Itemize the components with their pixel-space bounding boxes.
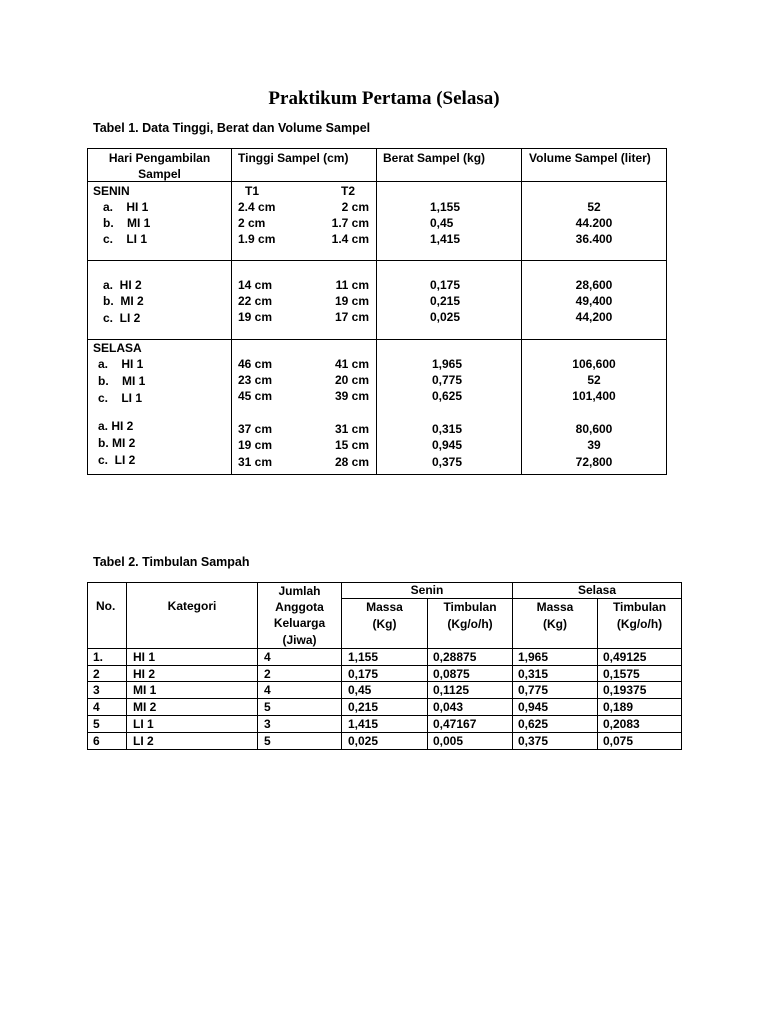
table1-day-label: SELASA [93, 341, 142, 355]
table1-weight-value: 0,775 [432, 373, 463, 387]
table1-sample-label: b. MI 1 [98, 374, 146, 388]
table1-t1-value: 45 cm [238, 389, 273, 403]
table2-cell-senin-timbulan: 0,005 [433, 734, 464, 748]
table1-sample-label: c. LI 2 [98, 453, 136, 467]
table2-row-divider [87, 698, 682, 699]
table2-cell-no: 5 [93, 717, 100, 731]
table2-header-kategori: Kategori [167, 599, 217, 613]
table2-cell-kategori: MI 2 [133, 700, 157, 714]
table1-volume-value: 44.200 [575, 216, 613, 230]
table2-cell-selasa-massa: 0,315 [518, 667, 549, 681]
table1-weight-value: 0,45 [430, 216, 454, 230]
table1-col-divider [231, 148, 232, 475]
table2-cell-senin-timbulan: 0,28875 [433, 650, 477, 664]
table1-t1-value: 2.4 cm [238, 200, 276, 214]
table2-cell-jumlah: 5 [264, 700, 271, 714]
table2-cell-selasa-timbulan: 0,189 [603, 700, 634, 714]
table2-cell-senin-massa: 1,155 [348, 650, 379, 664]
table2-cell-senin-timbulan: 0,1125 [433, 683, 470, 697]
table2-cell-selasa-massa: 0,625 [518, 717, 549, 731]
table1-weight-value: 0,025 [430, 310, 461, 324]
page-title: Praktikum Pertama (Selasa) [268, 88, 500, 109]
table1-t2-value: 31 cm [334, 422, 369, 436]
table1-t2-value: 19 cm [334, 294, 369, 308]
table2-cell-kategori: MI 1 [133, 683, 157, 697]
table2-cell-senin-timbulan: 0,0875 [433, 667, 470, 681]
table2-header-timbulan-unit: (Kg/o/h) [616, 617, 663, 631]
table2-header-timbulan: Timbulan [612, 600, 667, 614]
table1-volume-value: 44,200 [575, 310, 613, 324]
table1-weight-value: 0,625 [432, 389, 463, 403]
table2-caption: Tabel 2. Timbulan Sampah [93, 555, 250, 569]
table1-t2-value: 20 cm [334, 373, 369, 387]
table1-volume-value: 72,800 [575, 455, 613, 469]
table1-sample-label: b. MI 2 [98, 436, 136, 450]
table2-cell-no: 3 [93, 683, 100, 697]
table2-cell-selasa-timbulan: 0,2083 [603, 717, 640, 731]
table2-cell-selasa-timbulan: 0,075 [603, 734, 634, 748]
table2-header-jumlah: Keluarga [273, 616, 326, 630]
table2-header-selasa: Selasa [577, 583, 617, 597]
table1-caption: Tabel 1. Data Tinggi, Berat dan Volume Sampel [93, 121, 371, 135]
table2-header-no: No. [96, 599, 116, 613]
table1-header-weight: Berat Sampel (kg) [383, 151, 486, 165]
table2-cell-jumlah: 2 [264, 667, 271, 681]
table1-sample-label: c. LI 2 [103, 311, 141, 325]
table1-volume-value: 101,400 [572, 389, 616, 403]
table1-volume-value: 28,600 [575, 278, 613, 292]
table1-weight-value: 0,215 [430, 294, 461, 308]
table1-sample-label: a. HI 1 [103, 200, 149, 214]
table1-sample-label: c. LI 1 [103, 232, 148, 246]
table2-header-massa: Massa [536, 600, 574, 614]
table2-cell-jumlah: 3 [264, 717, 271, 731]
table1-volume-value: 106,600 [572, 357, 616, 371]
table2-header-timbulan-unit: (Kg/o/h) [447, 617, 493, 631]
table2-row-divider [87, 665, 682, 666]
table2-header-massa-unit: (Kg) [372, 617, 397, 631]
table1-col-divider [87, 148, 88, 475]
table2-cell-senin-massa: 0,215 [348, 700, 379, 714]
table1-t1-value: 14 cm [238, 278, 273, 292]
table1-header-height: Tinggi Sampel (cm) [238, 151, 349, 165]
table1-t2-value: 41 cm [334, 357, 369, 371]
table1-t1-value: 19 cm [238, 310, 273, 324]
table1-t1-value: 37 cm [238, 422, 273, 436]
table2-cell-senin-massa: 1,415 [348, 717, 379, 731]
table2-cell-senin-timbulan: 0,47167 [433, 717, 477, 731]
table2-cell-senin-massa: 0,025 [348, 734, 379, 748]
table2-border-bottom [87, 749, 682, 750]
table1-border-bottom [87, 474, 667, 475]
table1-weight-value: 1,155 [430, 200, 461, 214]
table2-header-massa: Massa [366, 600, 403, 614]
table2-row-divider [87, 681, 682, 682]
table2-cell-senin-timbulan: 0,043 [433, 700, 464, 714]
table2-cell-selasa-massa: 1,965 [518, 650, 549, 664]
table2-cell-jumlah: 4 [264, 683, 271, 697]
table2-cell-no: 6 [93, 734, 100, 748]
table2-cell-no: 2 [93, 667, 100, 681]
table2-col-divider [87, 582, 88, 750]
table1-t1-value: 19 cm [238, 438, 273, 452]
table1-weight-value: 0,315 [432, 422, 463, 436]
table2-cell-selasa-massa: 0,945 [518, 700, 549, 714]
table1-row-divider [87, 260, 667, 261]
table1-t2-value: 28 cm [334, 455, 369, 469]
table2-cell-senin-massa: 0,45 [348, 683, 372, 697]
table1-day-label: SENIN [93, 184, 130, 198]
table1-weight-value: 0,945 [432, 438, 463, 452]
table1-t2-value: 17 cm [334, 310, 369, 324]
table1-header-day: Hari Pengambilan [108, 151, 211, 165]
table1-col-divider [376, 148, 377, 475]
table2-cell-kategori: LI 1 [133, 717, 154, 731]
table1-volume-value: 52 [587, 200, 601, 214]
table1-t1-label: T1 [245, 184, 260, 198]
table1-sample-label: b. MI 1 [103, 216, 151, 230]
table1-volume-value: 49,400 [575, 294, 613, 308]
table1-t1-value: 1.9 cm [238, 232, 276, 246]
table1-volume-value: 52 [587, 373, 601, 387]
table1-volume-value: 80,600 [575, 422, 613, 436]
table2-cell-kategori: HI 1 [133, 650, 156, 664]
table1-t2-value: 39 cm [334, 389, 369, 403]
table1-t1-value: 46 cm [238, 357, 273, 371]
table1-sample-label: a. HI 2 [103, 278, 142, 292]
table2-header-senin: Senin [410, 583, 444, 597]
table1-weight-value: 1,415 [430, 232, 461, 246]
table1-header-day: Sampel [138, 167, 181, 181]
table1-t1-value: 23 cm [238, 373, 273, 387]
table1-t1-value: 2 cm [238, 216, 266, 230]
table2-header-jumlah: Jumlah [278, 584, 321, 598]
table1-sample-label: a. HI 2 [98, 419, 134, 433]
table1-sample-label: c. LI 1 [98, 391, 143, 405]
table1-row-divider [87, 339, 667, 340]
table1-weight-value: 1,965 [432, 357, 463, 371]
table2-cell-selasa-timbulan: 0,1575 [603, 667, 640, 681]
table1-t1-value: 31 cm [238, 455, 273, 469]
table1-t2-value: 15 cm [334, 438, 369, 452]
table2-cell-no: 1. [93, 650, 104, 664]
table1-t2-value: 2 cm [341, 200, 369, 214]
table1-t2-label: T2 [341, 184, 356, 198]
table2-cell-kategori: HI 2 [133, 667, 156, 681]
table2-row-divider [87, 715, 682, 716]
table2-cell-no: 4 [93, 700, 100, 714]
table2-col-divider [681, 582, 682, 750]
table1-volume-value: 39 [587, 438, 601, 452]
table2-cell-senin-massa: 0,175 [348, 667, 379, 681]
table2-cell-jumlah: 5 [264, 734, 271, 748]
table1-sample-label: a. HI 1 [98, 357, 144, 371]
table2-cell-selasa-massa: 0,775 [518, 683, 549, 697]
table1-weight-value: 0,375 [432, 455, 463, 469]
table2-cell-selasa-timbulan: 0,19375 [603, 683, 647, 697]
table1-border-top [87, 148, 667, 149]
table1-volume-value: 36.400 [575, 232, 613, 246]
table1-sample-label: b. MI 2 [103, 294, 144, 308]
table1-header-volume: Volume Sampel (liter) [529, 151, 651, 165]
table2-cell-selasa-timbulan: 0,49125 [603, 650, 647, 664]
table1-t2-value: 1.7 cm [331, 216, 369, 230]
table2-cell-selasa-massa: 0,375 [518, 734, 549, 748]
table1-t2-value: 1.4 cm [331, 232, 369, 246]
table1-t2-value: 11 cm [335, 278, 369, 292]
table2-header-jumlah: (Jiwa) [282, 633, 317, 647]
table2-header-jumlah: Anggota [275, 600, 324, 614]
table2-cell-kategori: LI 2 [133, 734, 154, 748]
table2-header-divider [87, 648, 682, 649]
table1-weight-value: 0,175 [430, 278, 461, 292]
table2-header-timbulan: Timbulan [443, 600, 497, 614]
table1-t1-value: 22 cm [238, 294, 273, 308]
table1-col-divider [666, 148, 667, 475]
table2-cell-jumlah: 4 [264, 650, 271, 664]
table2-header-massa-unit: (Kg) [543, 617, 567, 631]
table2-row-divider [87, 732, 682, 733]
